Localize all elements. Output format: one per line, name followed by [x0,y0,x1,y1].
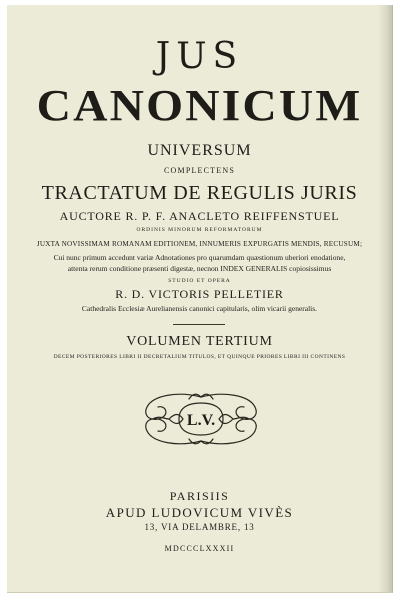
volume-title: VOLUMEN TERTIUM [126,334,273,349]
imprint-address: 13, VIA DELAMBRE, 13 [144,522,255,532]
title-page [7,5,393,593]
title-canonicum: CANONICUM [36,81,363,130]
editor-line: R. D. VICTORIS PELLETIER [115,287,284,301]
volume-contents: DECEM POSTERIORES LIBRI II DECRETALIUM TITULOS, ET QUINQUE PRIORES LIBRI III CONTINENS [53,354,346,360]
edition-line: JUXTA NOVISSIMAM ROMANAM EDITIONEM, INNUMERIS EXPURGATIS MENDIS, RECUSUM; [36,240,363,248]
subtitle-tractatum: TRACTATUM DE REGULIS JURIS [41,182,358,204]
divider-rule [173,324,225,325]
studio-line: STUDIO ET OPERA [168,278,231,284]
index-line: attenta rerum conditione præsenti digestæ, necnon INDEX GENERALIS copiosissimus [67,264,332,273]
imprint-city: PARISIIS [169,489,230,503]
annotations-line: Cui nunc primum accedunt variæ Adnotationes pro quarumdam quæstionum uberiori enodatione, [53,253,346,262]
subtitle-complectens: COMPLECTENS [164,166,235,175]
editor-role-line: Cathedralis Ecclesiæ Aurelianensis canonici capitularis, olim vicarii generalis. [81,304,318,313]
order-line: ORDINIS MINORUM REFORMATORUM [136,227,263,233]
title-jus: JUS [155,37,244,77]
title-universum: UNIVERSUM [147,142,252,159]
page-gutter-shadow [378,5,392,592]
ornament-monogram: L.V. [186,412,216,429]
imprint-publisher: APUD LUDOVICUM VIVÈS [105,505,294,520]
imprint-year: MDCCCLXXXII [164,544,235,553]
author-line: AUCTORE R. P. F. ANACLETO REIFFENSTUEL [59,209,340,223]
printer-ornament-icon [139,389,263,449]
